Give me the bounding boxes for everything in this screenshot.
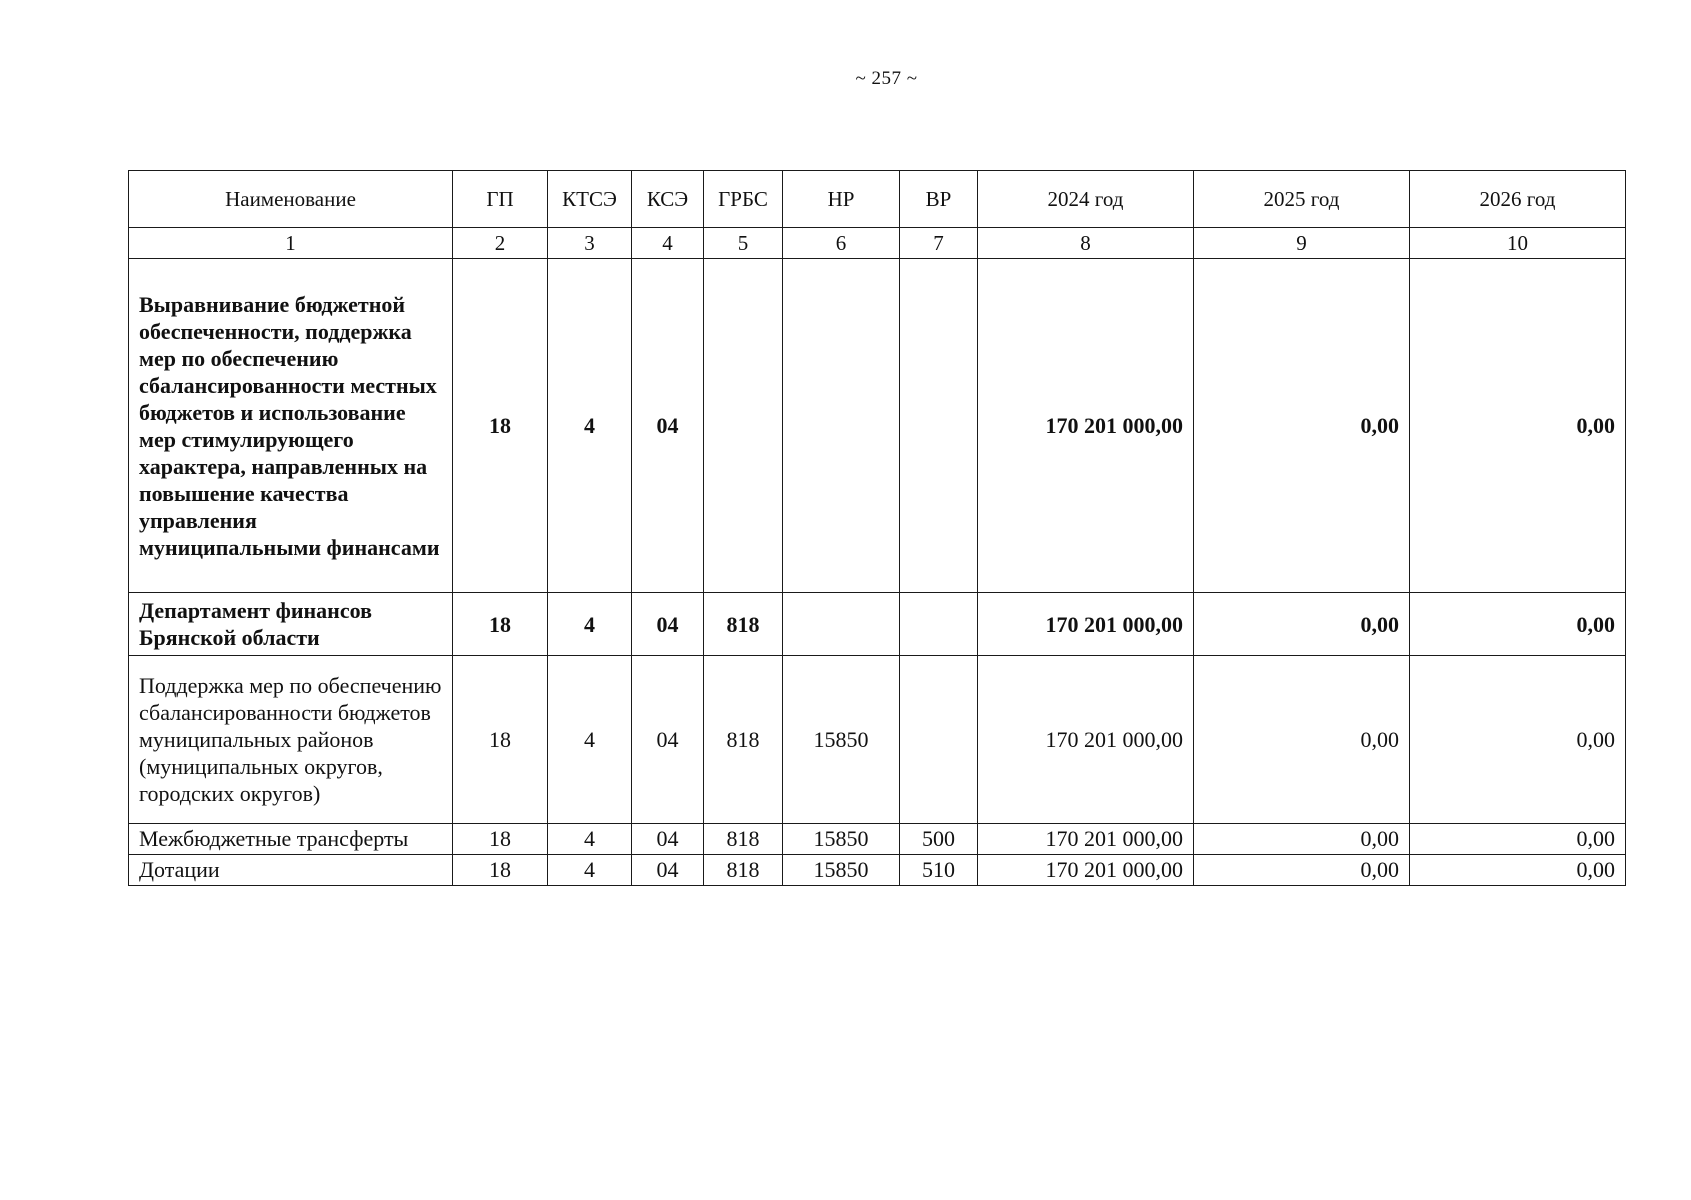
cell-gp: 18 [453, 593, 548, 656]
cell-vr [900, 259, 978, 593]
column-number-row [129, 228, 1626, 259]
cell-kse: 04 [632, 593, 704, 656]
header-row [129, 171, 1626, 228]
column-number: 2 [453, 228, 548, 259]
column-number: 10 [1410, 228, 1626, 259]
cell-2026: 0,00 [1410, 593, 1626, 656]
cell-gp: 18 [453, 824, 548, 855]
table-row [129, 855, 1626, 886]
budget-table [128, 170, 1626, 886]
header-name: Наименование [129, 171, 453, 228]
cell-nr [783, 259, 900, 593]
column-number: 9 [1194, 228, 1410, 259]
cell-2024: 170 201 000,00 [978, 593, 1194, 656]
header-vr: ВР [900, 171, 978, 228]
cell-2025: 0,00 [1194, 656, 1410, 824]
cell-nr: 15850 [783, 656, 900, 824]
row-name: Межбюджетные трансферты [129, 824, 453, 855]
cell-ktse: 4 [548, 593, 632, 656]
table-row [129, 656, 1626, 824]
cell-vr: 500 [900, 824, 978, 855]
table-row [129, 824, 1626, 855]
row-name: Дотации [129, 855, 453, 886]
cell-ktse: 4 [548, 824, 632, 855]
row-name: Поддержка мер по обеспечению сбалансированности бюджетов муниципальных районов (муниципальных округов, городских округов) [129, 656, 453, 824]
cell-nr: 15850 [783, 855, 900, 886]
cell-2024: 170 201 000,00 [978, 824, 1194, 855]
cell-kse: 04 [632, 656, 704, 824]
column-number: 7 [900, 228, 978, 259]
cell-vr [900, 593, 978, 656]
cell-grbs: 818 [704, 824, 783, 855]
cell-2026: 0,00 [1410, 855, 1626, 886]
cell-kse: 04 [632, 259, 704, 593]
page-number: ~ 257 ~ [855, 68, 918, 89]
cell-gp: 18 [453, 656, 548, 824]
cell-2024: 170 201 000,00 [978, 855, 1194, 886]
header-2026: 2026 год [1410, 171, 1626, 228]
header-2024: 2024 год [978, 171, 1194, 228]
cell-2026: 0,00 [1410, 259, 1626, 593]
cell-2024: 170 201 000,00 [978, 259, 1194, 593]
header-2025: 2025 год [1194, 171, 1410, 228]
cell-2025: 0,00 [1194, 824, 1410, 855]
cell-gp: 18 [453, 855, 548, 886]
cell-nr [783, 593, 900, 656]
cell-grbs: 818 [704, 656, 783, 824]
cell-nr: 15850 [783, 824, 900, 855]
cell-2024: 170 201 000,00 [978, 656, 1194, 824]
cell-vr [900, 656, 978, 824]
table-row [129, 593, 1626, 656]
cell-kse: 04 [632, 824, 704, 855]
cell-ktse: 4 [548, 855, 632, 886]
cell-2025: 0,00 [1194, 593, 1410, 656]
column-number: 8 [978, 228, 1194, 259]
cell-ktse: 4 [548, 259, 632, 593]
column-number: 5 [704, 228, 783, 259]
cell-2026: 0,00 [1410, 824, 1626, 855]
header-gp: ГП [453, 171, 548, 228]
cell-2026: 0,00 [1410, 656, 1626, 824]
column-number: 4 [632, 228, 704, 259]
cell-2025: 0,00 [1194, 855, 1410, 886]
header-kse: КСЭ [632, 171, 704, 228]
cell-vr: 510 [900, 855, 978, 886]
cell-grbs: 818 [704, 855, 783, 886]
cell-kse: 04 [632, 855, 704, 886]
column-number: 3 [548, 228, 632, 259]
row-name: Департамент финансов Брянской области [129, 593, 453, 656]
cell-gp: 18 [453, 259, 548, 593]
header-ktse: КТСЭ [548, 171, 632, 228]
cell-grbs [704, 259, 783, 593]
header-nr: НР [783, 171, 900, 228]
header-grbs: ГРБС [704, 171, 783, 228]
row-name: Выравнивание бюджетной обеспеченности, поддержка мер по обеспечению сбалансированности местных бюджетов и использование мер стимулирующего характера, направленных на повышение качества управления муниципальными финансами [129, 259, 453, 593]
cell-ktse: 4 [548, 656, 632, 824]
column-number: 6 [783, 228, 900, 259]
column-number: 1 [129, 228, 453, 259]
table-row [129, 259, 1626, 593]
cell-2025: 0,00 [1194, 259, 1410, 593]
cell-grbs: 818 [704, 593, 783, 656]
